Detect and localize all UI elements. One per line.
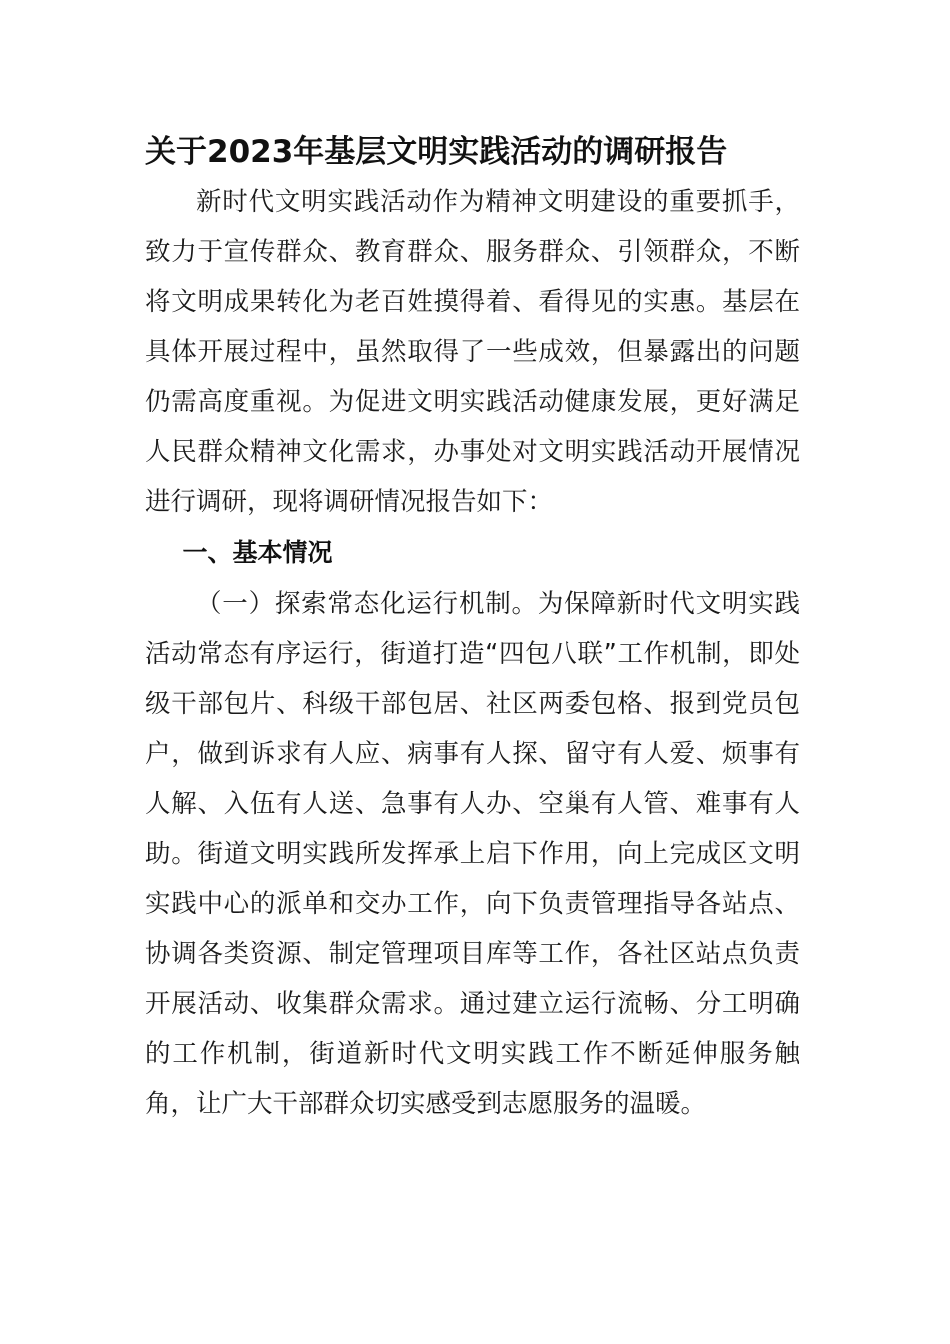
section-heading-basic-situation: 一、基本情况 [182,538,333,567]
section-paragraph-mechanism: （一）探索常态化运行机制。为保障新时代文明实践活动常态有序运行，街道打造“四包八联”工作机制，即处级干部包片、科级干部包居、社区两委包格、报到党员包户，做到诉求有人应、病事有人探、留守有人爱、烦事有人解、入伍有人送、急事有人办、空巢有人管、难事有人助。街道文明实践所发挥承上启下作用，向上完成区文明实践中心的派单和交办工作，向下负责管理指导各站点、协调各类资源、制定管理项目库等工作，各社区站点负责开展活动、收集群众需求。通过建立运行流畅、分工明确的工作机制，街道新时代文明实践工作不断延伸服务触角，让广大干部群众切实感受到志愿服务的温暖。 [145,589,800,1119]
document-title: 关于2023年基层文明实践活动的调研报告 [145,134,728,170]
intro-paragraph: 新时代文明实践活动作为精神文明建设的重要抓手，致力于宣传群众、教育群众、服务群众、引领群众，不断将文明成果转化为老百姓摸得着、看得见的实惠。基层在具体开展过程中，虽然取得了一些成效，但暴露出的问题仍需高度重视。为促进文明实践活动健康发展，更好满足人民群众精神文化需求，办事处对文明实践活动开展情况进行调研，现将调研情况报告如下： [145,187,800,517]
